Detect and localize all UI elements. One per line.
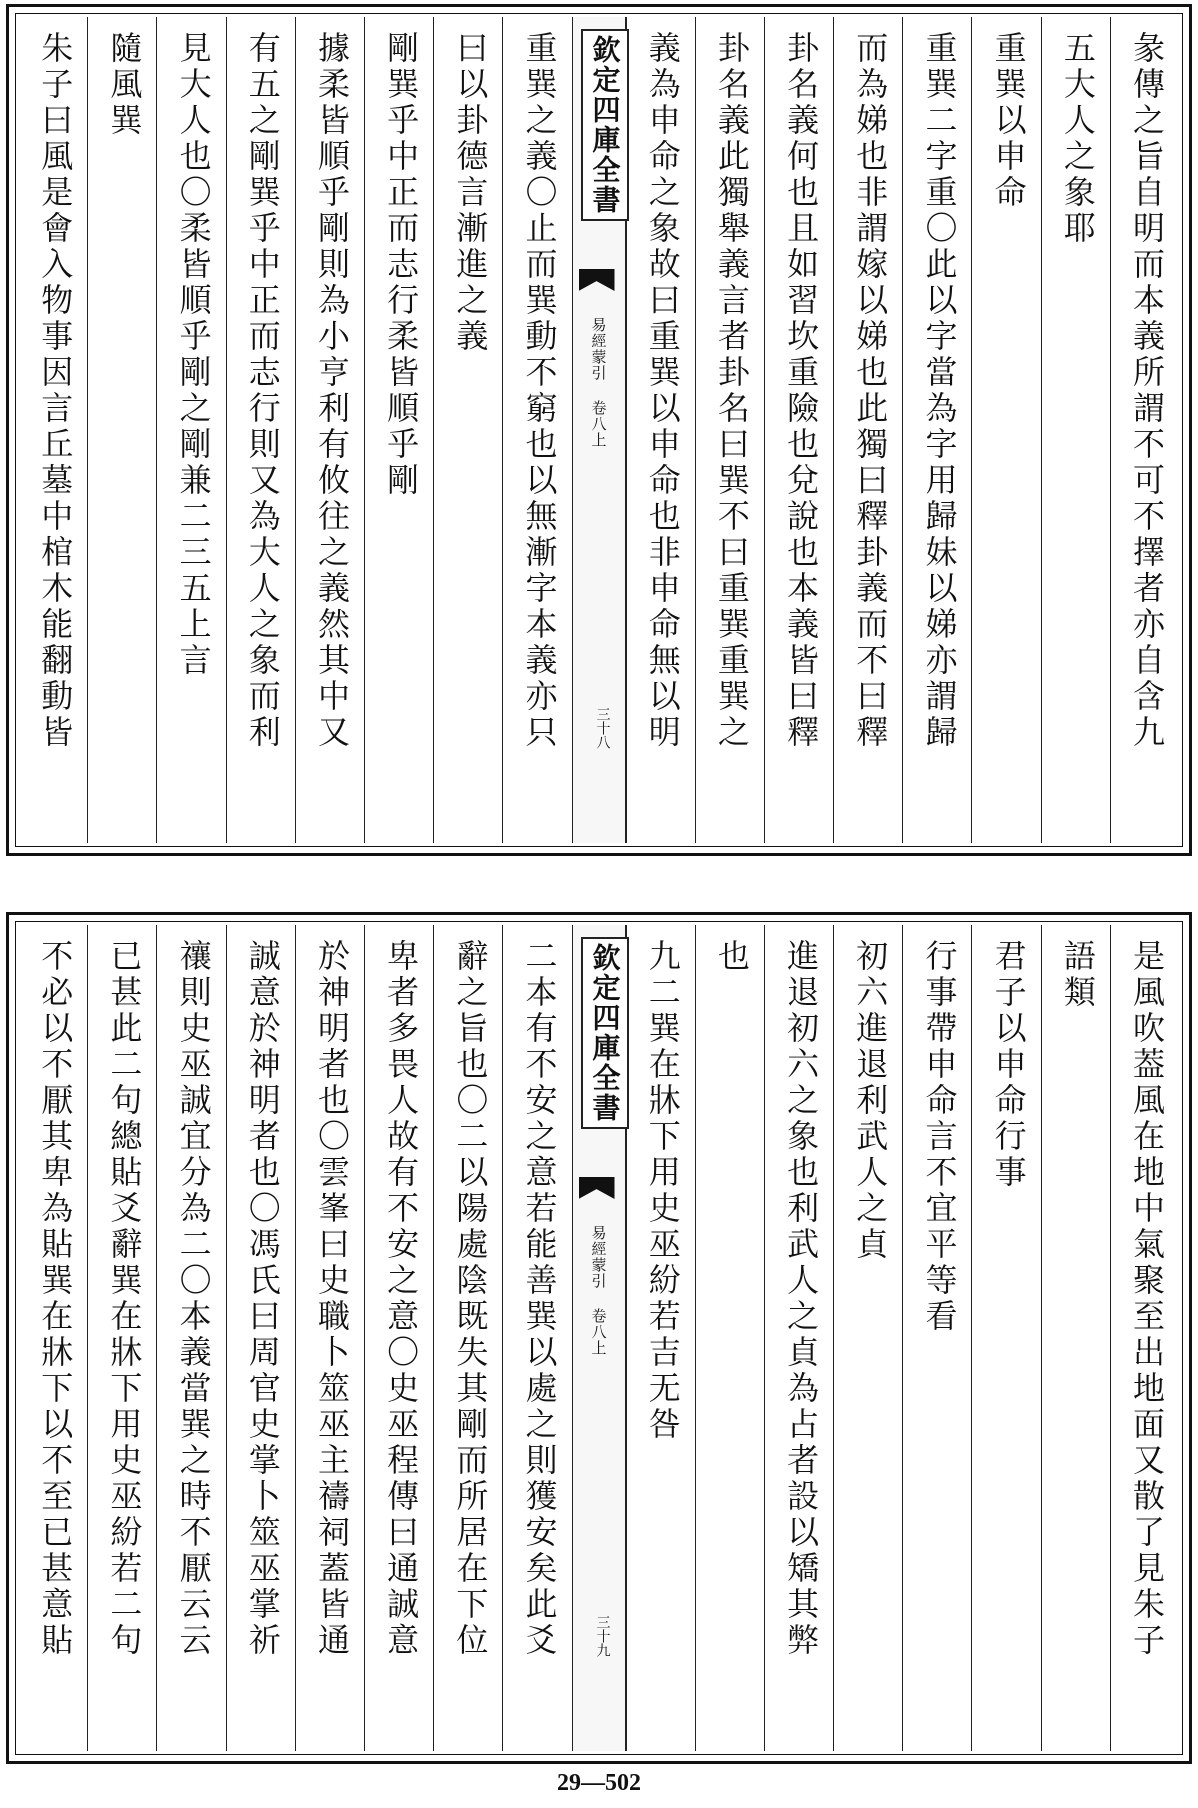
text-column: 誠意於神明者也〇馮氏曰周官史掌卜筮巫掌祈 xyxy=(226,925,295,1751)
text-column: 重巽以申命 xyxy=(971,17,1040,843)
text-column: 而為娣也非謂嫁以娣也此獨曰釋卦義而不曰釋 xyxy=(833,17,902,843)
text-column: 義為申命之象故曰重巽以申命也非申命無以明 xyxy=(626,17,695,843)
page-top xyxy=(6,4,1192,856)
text-column: 朱子曰風是會入物事因言丘墓中棺木能翻動皆 xyxy=(36,31,75,751)
text-column: 重巽之義〇止而巽動不窮也以無漸字本義亦只 xyxy=(502,17,571,843)
text-column: 重巽二字重〇此以字當為字用歸妹以娣亦謂歸 xyxy=(902,17,971,843)
text-column: 彖傳之旨自明而本義所謂不可不擇者亦自含九 xyxy=(1110,17,1179,843)
text-column: 已甚此二句總貼爻辭巽在牀下用史巫紛若二句 xyxy=(87,925,156,1751)
text-column: 是風吹葢風在地中氣聚至出地面又散了見朱子 xyxy=(1110,925,1179,1751)
book-title: 欽定四庫全書 xyxy=(581,937,629,1129)
volume-info: 易經蒙引 卷八上 xyxy=(589,1225,608,1356)
text-column: 二本有不安之意若能善巽以處之則獲安矣此爻 xyxy=(502,925,571,1751)
text-column: 卦名義此獨舉義言者卦名曰巽不曰重巽重巽之 xyxy=(695,17,764,843)
text-column: 禳則史巫誠宜分為二〇本義當巽之時不厭云云 xyxy=(156,925,225,1751)
book-title: 欽定四庫全書 xyxy=(581,29,629,221)
page-number-footer: 29—502 xyxy=(557,1770,641,1796)
center-fold xyxy=(572,17,626,843)
folio-number: 三十八 xyxy=(594,707,611,749)
text-column: 卑者多畏人故有不安之意〇史巫程傳曰通誠意 xyxy=(364,925,433,1751)
page-bottom xyxy=(6,912,1192,1764)
volume-info: 易經蒙引 卷八上 xyxy=(589,317,608,448)
text-column: 曰以卦德言漸進之義 xyxy=(433,17,502,843)
fish-tail-mark-icon xyxy=(579,269,615,291)
center-fold xyxy=(572,925,626,1751)
text-columns xyxy=(19,925,1179,1751)
text-column: 初六進退利武人之貞 xyxy=(833,925,902,1751)
folio-number: 三十九 xyxy=(594,1615,611,1657)
text-column: 見大人也〇柔皆順乎剛之剛兼二三五上言 xyxy=(156,17,225,843)
text-column: 剛巽乎中正而志行柔皆順乎剛 xyxy=(364,17,433,843)
text-column: 君子以申命行事 xyxy=(971,925,1040,1751)
text-column: 辭之旨也〇二以陽處陰既失其剛而所居在下位 xyxy=(433,925,502,1751)
text-column: 九二巽在牀下用史巫紛若吉无咎 xyxy=(626,925,695,1751)
text-column: 五大人之象耶 xyxy=(1041,17,1110,843)
text-columns xyxy=(19,17,1179,843)
text-column: 據柔皆順乎剛則為小亨利有攸往之義然其中又 xyxy=(295,17,364,843)
text-column: 行事帶申命言不宜平等看 xyxy=(902,925,971,1751)
fish-tail-mark-icon xyxy=(579,1177,615,1199)
text-column: 於神明者也〇雲峯曰史職卜筮巫主禱祠蓋皆通 xyxy=(295,925,364,1751)
text-column: 隨風巽 xyxy=(87,17,156,843)
text-column: 有五之剛巽乎中正而志行則又為大人之象而利 xyxy=(226,17,295,843)
text-column: 卦名義何也且如習坎重險也兌說也本義皆曰釋 xyxy=(764,17,833,843)
text-column: 不必以不厭其卑為貼巽在牀下以不至已甚意貼 xyxy=(36,939,75,1659)
text-column: 進退初六之象也利武人之貞為占者設以矯其弊 xyxy=(764,925,833,1751)
text-column: 語類 xyxy=(1041,925,1110,1751)
text-column: 也 xyxy=(695,925,764,1751)
